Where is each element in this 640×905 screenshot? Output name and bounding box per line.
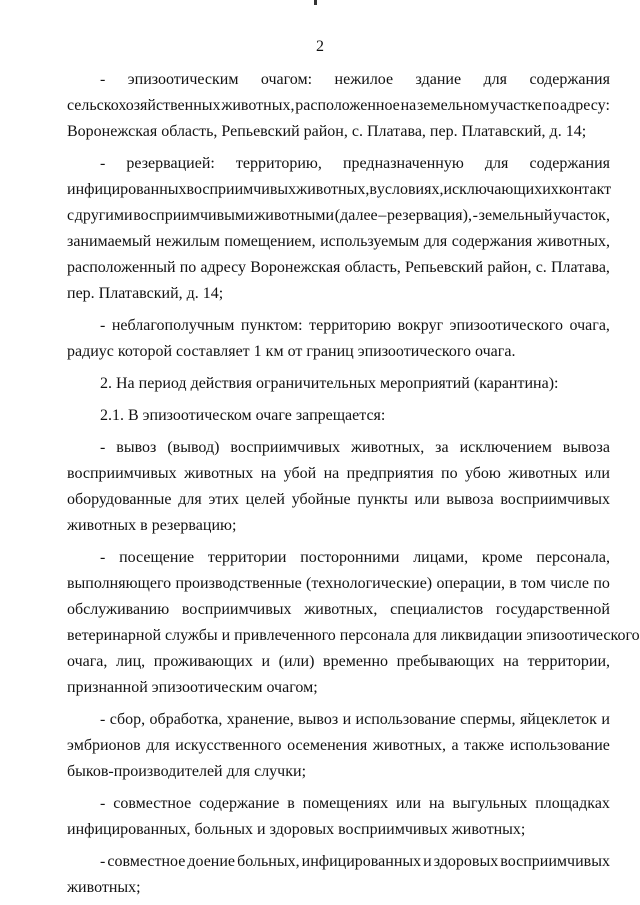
word: специалистов [390,601,484,618]
word: расположенный [67,259,176,276]
text-line [67,151,610,177]
word: очага, [67,653,108,670]
word: а [451,737,459,754]
text-line [67,313,610,339]
document-body [67,67,640,901]
word: резервацией: [126,155,215,172]
word: восприимчивых [500,491,610,508]
text-line: 2. На период действия ограничительных мероприятий (карантина): [100,375,559,392]
word: для [483,71,507,88]
word: на [260,465,277,482]
word: обработка, [149,711,223,728]
word: операции, [436,575,505,592]
word: исключением [459,439,552,456]
word: эмбрионов [67,737,141,754]
word: - [100,317,106,334]
word: содержания [529,155,610,172]
word: проживающих [153,653,253,670]
word: сбор, [109,711,146,728]
word: числе [550,575,589,592]
word: животных, [351,439,425,456]
word: убойные [291,491,351,508]
word: на [503,653,519,670]
word: животных, [221,97,295,114]
text-line [67,255,610,281]
scan-edge-mark [314,0,317,5]
word: яйцеклеток [519,711,597,728]
word: - [100,795,106,812]
word: и [601,711,610,728]
word: восприимчивых [67,465,177,482]
word: земельном [417,97,490,114]
word: предприятия [346,465,434,482]
word: для [146,737,170,754]
word: или [584,465,610,482]
word: лицами, [413,549,469,566]
word: на [323,465,340,482]
word: инфицированных [301,853,422,870]
text-line [67,435,610,461]
word: используемым [320,233,420,250]
word: убою [464,465,501,482]
word: пунктом: [240,317,303,334]
word: или [395,795,422,812]
text-line: пер. Платавский, д. 14; [67,285,224,302]
word: для [178,491,202,508]
word: для [484,155,509,172]
word: и [423,853,432,870]
word: инфицированных [67,181,187,198]
word: расположенное [295,97,400,114]
word: по [441,465,458,482]
word: также [464,737,505,754]
text-line [67,177,610,203]
word: пункты [357,491,408,508]
word: больных, [237,853,300,870]
word: с [67,207,75,224]
word: площадках [535,795,610,812]
word: вывоза [562,439,610,456]
word: в [369,181,377,198]
word: здоровых [433,853,499,870]
word: том [521,575,546,592]
word: сельскохозяйственных [67,97,221,114]
word: животными [254,207,335,224]
word: территории [207,549,287,566]
word: - [100,549,106,566]
word: помещениях [302,795,389,812]
word: убой [283,465,317,482]
word: адресу [200,259,247,276]
text-line [67,229,610,255]
word: адресу: [560,97,610,114]
word: на [428,795,445,812]
word: район, [487,259,532,276]
word: условиях, [376,181,444,198]
word: восприимчивых [500,853,610,870]
word: по [179,259,197,276]
word: очагом: [260,71,313,88]
word: восприимчивых [186,181,297,198]
word: животных, [296,181,370,198]
text-line [67,487,610,513]
text-line [67,849,610,875]
word: государственной [495,601,610,618]
word: территорию, [235,155,322,172]
text-line [67,545,610,571]
text-line: Воронежская область, Репьевский район, с. Платава, пер. Платавский, д. 14; [67,123,587,140]
word: здание [415,71,462,88]
word: область, [344,259,401,276]
word: использование [355,711,456,728]
word: совместное [107,853,186,870]
word: содержания [529,71,610,88]
word: – [378,207,387,224]
word: животных [184,465,254,482]
text-line [67,461,610,487]
word: временно [323,653,389,670]
word: совместное [113,795,192,812]
word: восприимчивых [181,601,292,618]
word: очага, [569,317,610,334]
text-line: признанной эпизоотическим очагом; [67,679,318,696]
word: (далее [334,207,378,224]
word: пребывающих [396,653,495,670]
word: содержания [451,233,533,250]
word: и [342,711,352,728]
word: целей [245,491,285,508]
word: для [423,233,448,250]
word: нежилое [334,71,394,88]
text-line: радиус которой составляет 1 км от границ эпизоотического очага. [67,343,516,360]
word: искусственного [175,737,282,754]
word: животных, [304,601,378,618]
word: выполняющего [67,575,172,592]
word: - [100,71,106,88]
word: помещением, [224,233,316,250]
word: восприимчивых [230,439,341,456]
word: или [414,491,440,508]
word: предназначенную [342,155,464,172]
word: доение [187,853,236,870]
word: выгульных [452,795,528,812]
word: производственные [175,575,302,592]
text-line [67,93,610,119]
word: вывоз [298,711,339,728]
word: с. [535,259,547,276]
word: неблагополучным [111,317,235,334]
word: участок, [553,207,610,224]
word: обслуживанию [67,601,170,618]
text-line: быков-производителей для случки; [67,763,307,780]
word: (или) [278,653,315,670]
text-line [67,707,610,733]
word: животных [508,465,578,482]
word: животных, [536,233,610,250]
word: - [100,853,106,870]
word: на [400,97,417,114]
text-line [67,649,610,675]
word: этих [208,491,239,508]
word: персонала, [536,549,610,566]
word: участке [490,97,542,114]
word: животных, [372,737,446,754]
word: территорию [309,317,392,334]
word: вокруг [397,317,444,334]
word: контакт [558,181,612,198]
word: Воронежская [250,259,341,276]
word: нежилым [155,233,220,250]
word: - [100,155,106,172]
word: Платава, [550,259,610,276]
word: посторонними [300,549,400,566]
text-line: животных; [67,879,141,896]
text-line [67,791,610,817]
word: Репьевский [404,259,484,276]
word: и [261,653,271,670]
text-line: животных в резервацию; [67,517,237,534]
word: кроме [481,549,523,566]
word: (вывод) [167,439,220,456]
text-line: ветеринарной службы и привлеченного персонала для ликвидации эпизоотического [67,627,640,644]
word: восприимчивыми [133,207,254,224]
word: по [593,575,610,592]
word: посещение [119,549,195,566]
word: исключающих [443,181,543,198]
word: эпизоотическим [127,71,239,88]
word: - [100,439,106,456]
word: лиц, [116,653,146,670]
word: осеменения [287,737,368,754]
text-line [67,733,610,759]
word: резервация), [387,207,472,224]
word: - [100,711,106,728]
word: содержание [199,795,280,812]
word: оборудованные [67,491,172,508]
word: эпизоотического [449,317,563,334]
text-line: 2.1. В эпизоотическом очаге запрещается: [100,407,386,424]
word: вывоз [116,439,157,456]
word: территории, [527,653,610,670]
word: использование [509,737,610,754]
word: их [542,181,559,198]
word: другими [74,207,133,224]
word: по [542,97,560,114]
word: занимаемый [67,233,152,250]
text-line [67,67,610,93]
text-line: инфицированных, больных и здоровых восприимчивых животных; [67,821,526,838]
word: за [435,439,449,456]
word: земельный [478,207,553,224]
text-line [67,571,610,597]
text-line [67,203,610,229]
word: спермы, [460,711,516,728]
page-number: 2 [316,38,324,55]
word: (технологические) [306,575,433,592]
word: в [509,575,517,592]
text-line [67,597,610,623]
word: вывоза [446,491,494,508]
word: - [472,207,478,224]
word: хранение, [226,711,294,728]
word: в [287,795,295,812]
